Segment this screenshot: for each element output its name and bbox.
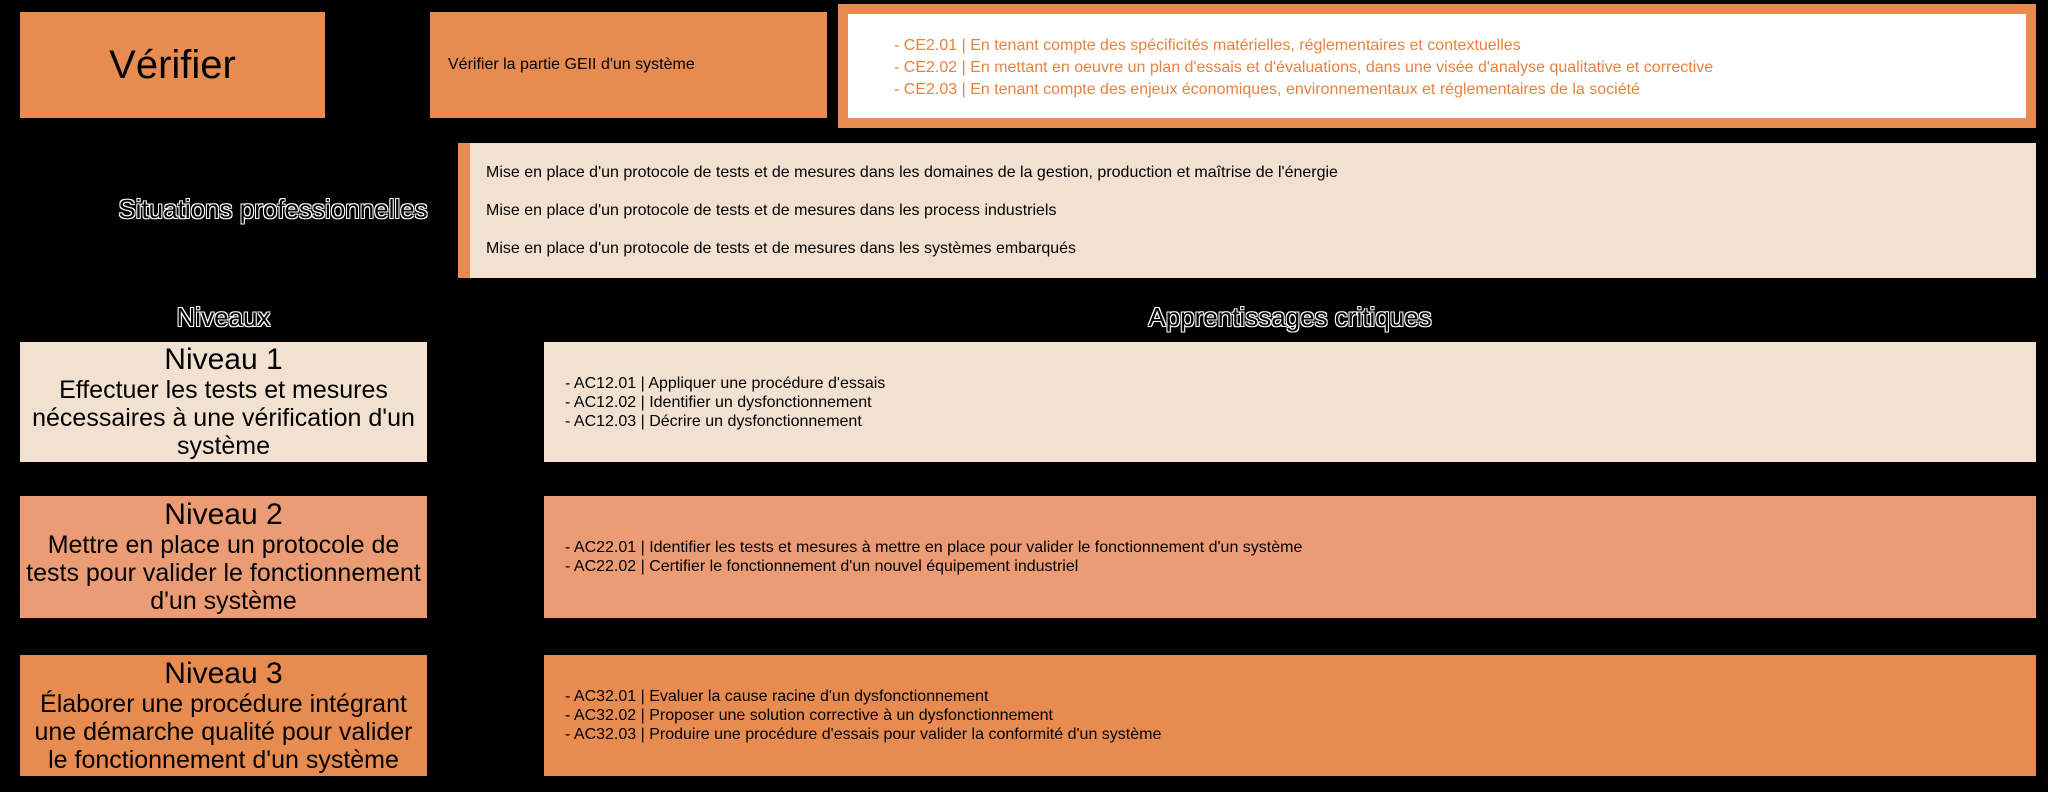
level-2-description: Mettre en place un protocole de tests pour valider le fonctionnement d'un système <box>26 531 421 615</box>
situation-item: Mise en place d'un protocole de tests et de mesures dans les process industriels <box>486 201 1057 219</box>
situations-accent-bar <box>458 143 470 278</box>
competency-title-box <box>20 12 325 118</box>
ac-item: - AC22.01 | Identifier les tests et mesures à mettre en place pour valider le fonctionnement d'un système <box>565 539 1303 556</box>
competency-description: Vérifier la partie GEII d'un système <box>448 56 695 73</box>
ac-item: - AC12.02 | Identifier un dysfonctionnement <box>565 393 872 411</box>
level-1-title: Niveau 1 <box>164 343 283 376</box>
level-3-description: Élaborer une procédure intégrant une démarche qualité pour valider le fonctionnement d'un système <box>34 689 413 774</box>
situation-item: Mise en place d'un protocole de tests et de mesures dans les systèmes embarqués <box>486 239 1077 257</box>
competency-components-box <box>838 4 2036 128</box>
competency-description-box <box>430 12 827 118</box>
level-2-title: Niveau 2 <box>164 498 283 531</box>
ac-item: - AC22.02 | Certifier le fonctionnement d'un nouvel équipement industriel <box>565 558 1079 575</box>
level-1-box <box>20 342 427 462</box>
level-3-critical-learnings-box <box>544 655 2036 776</box>
level-1-critical-learnings-box <box>544 342 2036 462</box>
situations-box <box>470 143 2036 278</box>
ac-item: - AC12.01 | Appliquer une procédure d'essais <box>565 374 886 392</box>
situations-label: Situations professionnelles <box>118 194 428 224</box>
critical-learnings-column-header: Apprentissages critiques <box>1148 302 1432 332</box>
competency-title: Vérifier <box>109 42 236 87</box>
level-2-box <box>20 496 427 618</box>
ac-item: - AC32.03 | Produire une procédure d'essais pour valider la conformité d'un système <box>565 726 1162 743</box>
level-1-description: Effectuer les tests et mesures nécessaires à une vérification d'un système <box>32 376 415 460</box>
ac-item: - AC12.03 | Décrire un dysfonctionnement <box>565 412 862 430</box>
levels-column-header: Niveaux <box>176 302 271 332</box>
level-3-box <box>20 655 427 776</box>
ac-item: - AC32.01 | Evaluer la cause racine d'un dysfonctionnement <box>565 688 989 705</box>
level-2-critical-learnings-box <box>544 496 2036 618</box>
component-ce2-03: - CE2.03 | En tenant compte des enjeux économiques, environnementaux et réglementaires de la société <box>894 81 1640 98</box>
situation-item: Mise en place d'un protocole de tests et de mesures dans les domaines de la gestion, production et maîtrise de l'énergie <box>486 163 1338 181</box>
component-ce2-01: - CE2.01 | En tenant compte des spécificités matérielles, réglementaires et contextuelles <box>894 37 1521 54</box>
ac-item: - AC32.02 | Proposer une solution corrective à un dysfonctionnement <box>565 707 1053 724</box>
level-3-title: Niveau 3 <box>164 656 283 690</box>
component-ce2-02: - CE2.02 | En mettant en oeuvre un plan d'essais et d'évaluations, dans une visée d'analyse qualitative et corrective <box>894 59 1714 76</box>
